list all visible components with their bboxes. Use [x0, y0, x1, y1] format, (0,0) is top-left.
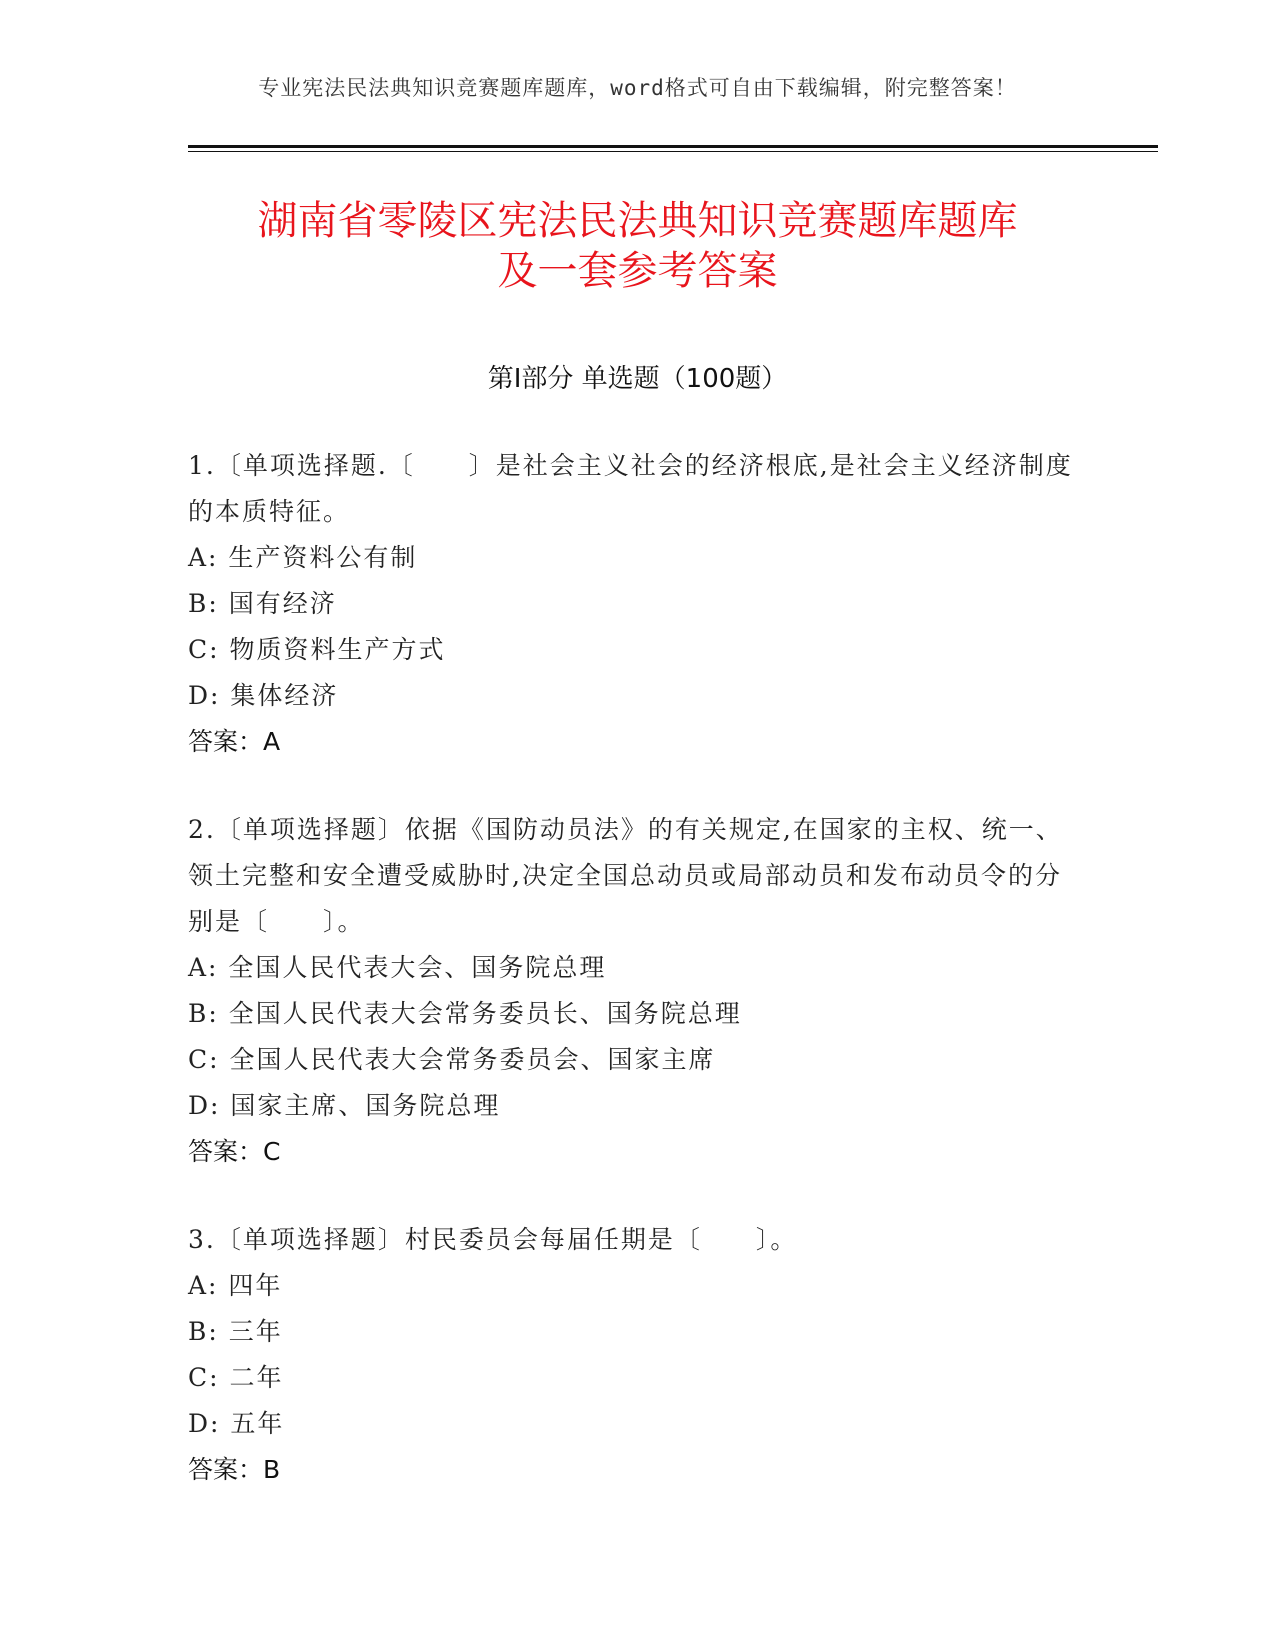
option-b: B: 国有经济 [188, 589, 337, 618]
answer: 答案：C [188, 1137, 281, 1166]
question-stem: 1.〔单项选择题.〔 〕是社会主义社会的经济根底,是社会主义经济制度的本质特征。 [188, 451, 1073, 526]
question-1 [188, 443, 1088, 765]
question-stem: 2.〔单项选择题〕依据《国防动员法》的有关规定,在国家的主权、统一、领土完整和安全遭受威胁时,决定全国总动员或局部动员和发布动员令的分别是〔 〕。 [188, 815, 1063, 936]
option-c: C: 物质资料生产方式 [188, 635, 446, 664]
option-d: D: 五年 [188, 1409, 285, 1438]
option-d: D: 国家主席、国务院总理 [188, 1091, 501, 1120]
option-a: A: 四年 [188, 1271, 283, 1300]
question-2 [188, 807, 1088, 1175]
option-a: A: 生产资料公有制 [188, 543, 418, 572]
option-d: D: 集体经济 [188, 681, 339, 710]
document-title-line-2: 及一套参考答案 [497, 248, 778, 294]
document-title-line-1: 湖南省零陵区宪法民法典知识竞赛题库题库 [257, 198, 1018, 244]
option-c: C: 全国人民代表大会常务委员会、国家主席 [188, 1045, 716, 1074]
document-title [0, 196, 1275, 296]
question-3 [188, 1217, 1088, 1493]
page-header: 专业宪法民法典知识竞赛题库题库，word格式可自由下载编辑，附完整答案！ [258, 76, 1017, 100]
option-b: B: 三年 [188, 1317, 283, 1346]
answer: 答案：A [188, 727, 281, 756]
question-stem: 3.〔单项选择题〕村民委员会每届任期是〔 〕。 [188, 1225, 798, 1254]
header-divider-thick [188, 145, 1158, 148]
header-divider-thin [188, 151, 1158, 152]
section-title: 第Ⅰ部分 单选题（100题） [487, 364, 788, 394]
option-a: A: 全国人民代表大会、国务院总理 [188, 953, 607, 982]
option-c: C: 二年 [188, 1363, 284, 1392]
question-list [188, 443, 1088, 1535]
answer: 答案：B [188, 1455, 281, 1484]
option-b: B: 全国人民代表大会常务委员长、国务院总理 [188, 999, 742, 1028]
